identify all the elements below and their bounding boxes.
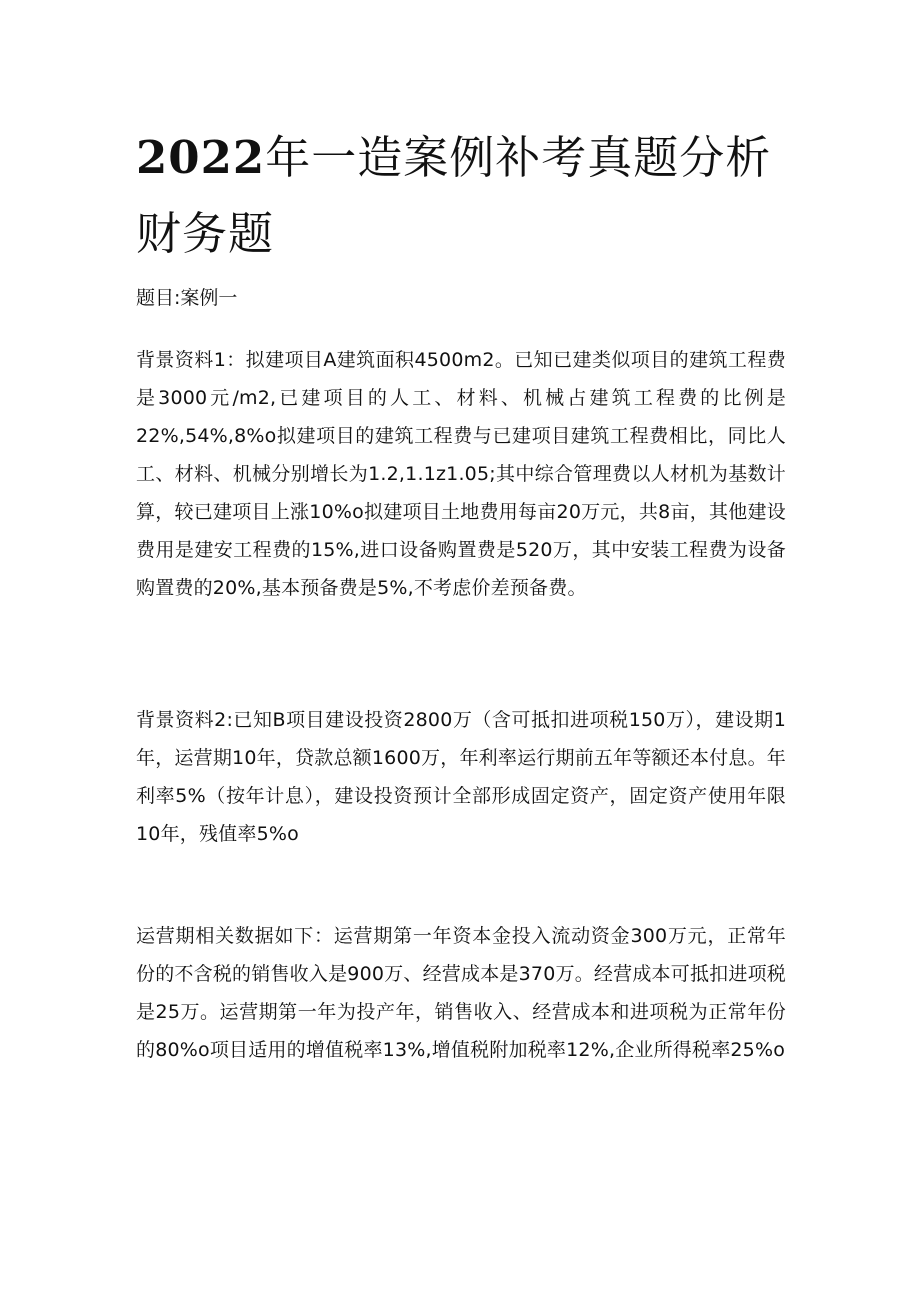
background-paragraph-1: 背景资料1：拟建项目A建筑面积4500m2。已知已建类似项目的建筑工程费是3000元/m2,已建项目的人工、材料、机械占建筑工程费的比例是22%,54%,8%o拟建项目的建筑工程费与已建项目建筑工程费相比，同比人工、材料、机械分别增长为1.2,1.1z1.05;其中综合管理费以人材机为基数计算，较已建项目上涨10%o拟建项目土地费用每亩20万元，共8亩，其他建设费用是建安工程费的15%,进口设备购置费是520万，其中安装工程费为设备购置费的20%,基本预备费是5%,不考虑价差预备费。 xyxy=(136,349,786,599)
document-title xyxy=(136,120,796,272)
question-label: 题目:案例一 xyxy=(136,287,238,309)
title-text: 年一造案例补考真题分析财务题 xyxy=(136,131,772,260)
title-year: 2022 xyxy=(136,131,266,184)
operation-data-paragraph: 运营期相关数据如下：运营期第一年资本金投入流动资金300万元，正常年份的不含税的销售收入是900万、经营成本是370万。经营成本可抵扣进项税是25万。运营期第一年为投产年，销售收入、经营成本和进项税为正常年份的80%o项目适用的增值税率13%,增值税附加税率12%,企业所得税率25%o xyxy=(136,925,786,1061)
background-paragraph-2: 背景资料2:已知B项目建设投资2800万（含可抵扣进项税150万），建设期1年，运营期10年，贷款总额1600万，年利率运行期前五年等额还本付息。年利率5%（按年计息），建设投资预计全部形成固定资产，固定资产使用年限10年，残值率5%o xyxy=(136,709,786,845)
